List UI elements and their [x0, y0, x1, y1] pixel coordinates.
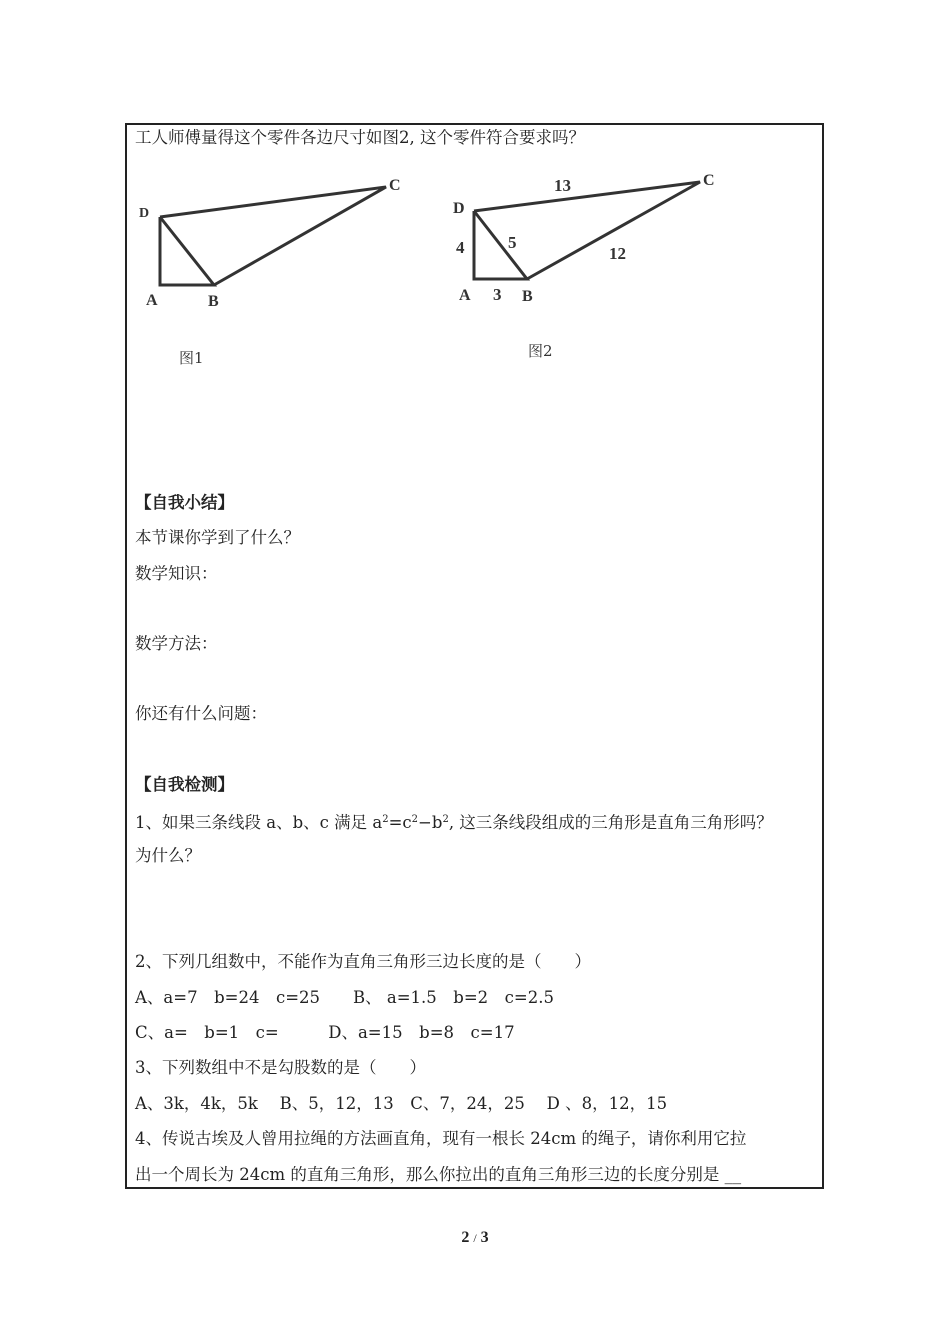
- fig1-label-a: A: [146, 292, 158, 309]
- fig2-side-dc: 13: [554, 176, 571, 195]
- fig2-triangle-dbc: [474, 182, 700, 279]
- fig1-label-b: B: [208, 293, 219, 310]
- fig2-side-ab: 3: [493, 285, 502, 304]
- fig1-label-c: C: [389, 177, 401, 194]
- check-q3-options: A、3k，4k，5k B、5，12，13 C、7，24，25 D 、8，12，15: [135, 1094, 668, 1113]
- figure-2: [453, 172, 715, 305]
- figure-1-caption: 图1: [179, 349, 204, 367]
- fig1-triangle-adb: [160, 217, 214, 285]
- check-q1: 1、如果三条线段 a、b、c 满足 $a^2=c^2-b^2$, 这三条线段组成的三角形是直角三角形吗？: [135, 813, 773, 832]
- fig1-label-d: D: [139, 206, 150, 221]
- check-q4-line2: 出一个周长为 24cm 的直角三角形，那么你拉出的直角三角形三边的长度分别是 __: [135, 1165, 742, 1184]
- fig2-label-c: C: [703, 172, 715, 189]
- check-heading: 【自我检测】: [135, 775, 234, 794]
- fig2-side-ad: 4: [456, 238, 465, 257]
- figure-1: [139, 177, 401, 310]
- fig1-triangle-dbc: [160, 187, 386, 285]
- summary-knowledge: 数学知识：: [135, 564, 218, 583]
- fig2-side-db: 5: [508, 233, 517, 252]
- summary-method: 数学方法：: [135, 634, 218, 653]
- fig2-label-d: D: [453, 200, 465, 217]
- fig2-side-bc: 12: [609, 244, 626, 263]
- figure-2-caption: 图2: [528, 342, 553, 360]
- check-q2-options-ab: A、a=7 b=24 c=25 B、 a=1.5 b=2 c=2.5: [135, 988, 554, 1007]
- fig2-triangle-adb: [474, 211, 527, 279]
- check-q3: 3、下列数组中不是勾股数的是（ ）: [135, 1058, 426, 1077]
- fig2-label-b: B: [522, 288, 533, 305]
- summary-question: 本节课你学到了什么？: [135, 528, 300, 547]
- check-q1-line2: 为什么？: [135, 846, 201, 865]
- intro-text: 工人师傅量得这个零件各边尺寸如图2, 这个零件符合要求吗？: [135, 128, 585, 147]
- check-q2-options-cd: C、a= b=1 c= D、a=15 b=8 c=17: [135, 1023, 515, 1042]
- page-number: 2 / 3: [461, 1229, 489, 1246]
- check-q2: 2、下列几组数中，不能作为直角三角形三边长度的是（ ）: [135, 952, 591, 971]
- fig2-label-a: A: [459, 287, 471, 304]
- summary-questions-left: 你还有什么问题：: [135, 704, 267, 723]
- check-q4-line1: 4、传说古埃及人曾用拉绳的方法画直角，现有一根长 24cm 的绳子，请你利用它拉: [135, 1129, 747, 1148]
- summary-heading: 【自我小结】: [135, 493, 234, 512]
